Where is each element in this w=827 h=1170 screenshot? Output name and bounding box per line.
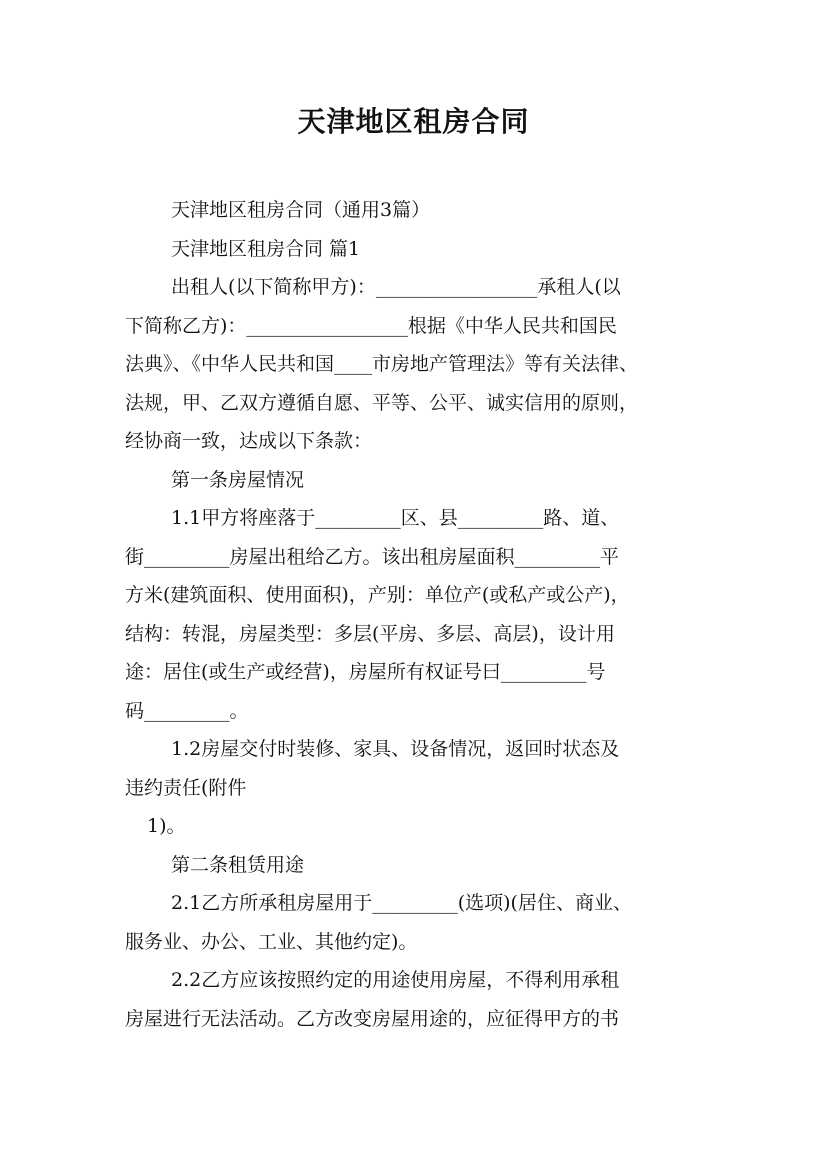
paragraph-line: 2.2乙方应该按照约定的用途使用房屋，不得利用承租: [171, 969, 620, 991]
paragraph-line: 下简称乙方)：_________________根据《中华人民共和国民: [125, 314, 617, 337]
paragraph-line: 法典》、《中华人民共和国____市房地产管理法》等有关法律、: [125, 353, 639, 375]
paragraph-line: 1)。: [147, 815, 186, 837]
paragraph-line: 1.2房屋交付时装修、家具、设备情况，返回时状态及: [171, 738, 620, 760]
paragraph-line: 法规，甲、乙双方遵循自愿、平等、公平、诚实信用的原则，: [125, 391, 639, 414]
paragraph-line: 房屋进行无法活动。乙方改变房屋用途的，应征得甲方的书: [125, 1007, 620, 1030]
paragraph-line: 2.1乙方所承租房屋用于_________(选项)(居住、商业、: [171, 892, 632, 914]
paragraph-line: 途：居住(或生产或经营)，房屋所有权证号曰_________号: [125, 661, 606, 683]
paragraph-line: 出租人(以下简称甲方)：_________________承租人(以: [171, 276, 621, 298]
document-title: 天津地区租房合同: [297, 105, 530, 138]
paragraph-line: 方米(建筑面积、使用面积)，产别：单位产(或私产或公产)，: [125, 584, 630, 606]
section-heading: 天津地区租房合同 篇1: [171, 237, 361, 260]
paragraph-line: 违约责任(附件: [125, 776, 247, 799]
document-body: [125, 191, 725, 1038]
subtitle-line: 天津地区租房合同（通用3篇）: [171, 199, 431, 221]
paragraph-line: 码_________。: [125, 699, 249, 722]
paragraph-line: 街_________房屋出租给乙方。该出租房屋面积_________平: [125, 545, 620, 568]
article-heading: 第二条租赁用途: [171, 853, 305, 876]
paragraph-line: 经协商一致，达成以下条款：: [125, 430, 373, 452]
paragraph-line: 1.1甲方将座落于_________区、县_________路、道、: [171, 507, 620, 529]
paragraph-line: 服务业、办公、工业、其他约定)。: [125, 930, 418, 953]
paragraph-line: 结构：转混，房屋类型：多层(平房、多层、高层)，设计用: [125, 622, 615, 645]
article-heading: 第一条房屋情况: [171, 468, 305, 491]
